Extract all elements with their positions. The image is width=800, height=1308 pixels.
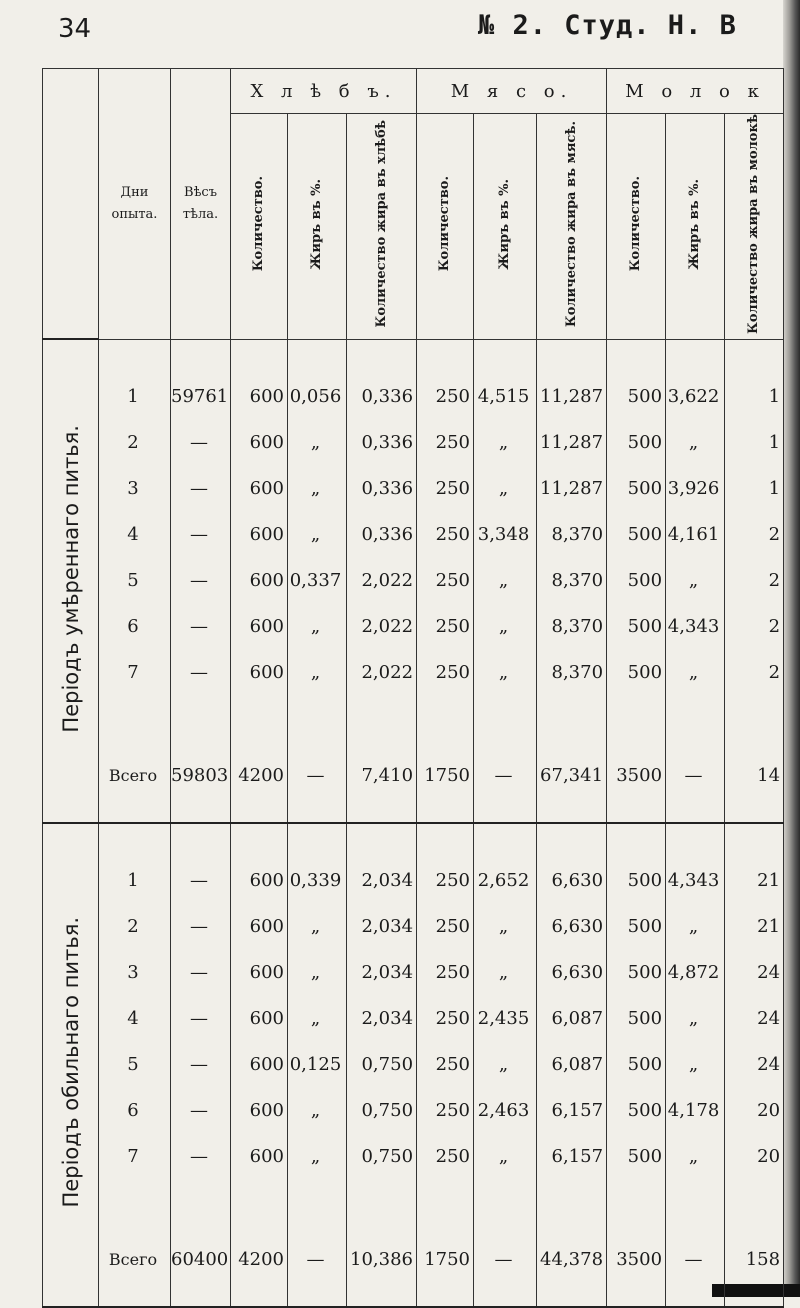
- total-bread-qty: 4200: [231, 730, 288, 823]
- spacer-cell: [288, 1180, 347, 1214]
- cell-bread-fat: 0,336: [347, 512, 417, 558]
- cell-milk-qty: 500: [607, 604, 666, 650]
- cell-bread-pct: „: [288, 996, 347, 1042]
- cell-meat-pct: 4,515: [474, 374, 537, 420]
- cell-weight: —: [171, 904, 231, 950]
- spacer-cell: [725, 1180, 784, 1214]
- cell-milk-pct: „: [666, 996, 725, 1042]
- spacer-cell: [725, 696, 784, 730]
- total-bread-qty: 4200: [231, 1214, 288, 1307]
- total-row: [43, 1214, 784, 1307]
- cell-bread-pct: 0,337: [288, 558, 347, 604]
- spacer-cell: [607, 823, 666, 858]
- cell-bread-fat: 2,022: [347, 604, 417, 650]
- cell-day: 1: [99, 374, 171, 420]
- spacer-cell: [99, 823, 171, 858]
- spacer-cell: [607, 696, 666, 730]
- cell-meat-pct: „: [474, 904, 537, 950]
- cell-meat-qty: 250: [417, 650, 474, 696]
- cell-bread-pct: 0,056: [288, 374, 347, 420]
- cell-meat-fat: 8,370: [537, 558, 607, 604]
- spacer-cell: [347, 1180, 417, 1214]
- total-bread-fat: 10,386: [347, 1214, 417, 1307]
- spacer-cell: [666, 339, 725, 374]
- table-row: [43, 1134, 784, 1180]
- cell-meat-fat: 6,087: [537, 1042, 607, 1088]
- cell-bread-pct: „: [288, 512, 347, 558]
- cell-meat-fat: 8,370: [537, 512, 607, 558]
- cell-weight: —: [171, 558, 231, 604]
- cell-day: 4: [99, 512, 171, 558]
- cell-milk-qty: 500: [607, 466, 666, 512]
- cell-meat-pct: „: [474, 950, 537, 996]
- cell-weight: —: [171, 512, 231, 558]
- spacer-cell: [288, 823, 347, 858]
- cell-meat-pct: 3,348: [474, 512, 537, 558]
- period-label: Періодъ умѣреннаго питья.: [58, 424, 83, 733]
- cell-day: 1: [99, 858, 171, 904]
- cell-bread-pct: 0,125: [288, 1042, 347, 1088]
- cell-milk-fat: 1: [725, 420, 784, 466]
- cell-day: 6: [99, 604, 171, 650]
- cell-meat-qty: 250: [417, 558, 474, 604]
- total-label: Всего: [99, 730, 171, 823]
- header-group-bread: Х л ѣ б ъ.: [231, 69, 417, 114]
- header-bread-pct: Жиръ въ %.: [288, 114, 347, 340]
- table-row: [43, 420, 784, 466]
- cell-milk-fat: 24: [725, 996, 784, 1042]
- cell-milk-fat: 2: [725, 650, 784, 696]
- cell-meat-fat: 6,087: [537, 996, 607, 1042]
- period-label: Періодъ обильнаго питья.: [58, 917, 83, 1208]
- cell-milk-qty: 500: [607, 1088, 666, 1134]
- page-number: 34: [58, 14, 92, 44]
- cell-meat-pct: 2,463: [474, 1088, 537, 1134]
- total-bread-fat: 7,410: [347, 730, 417, 823]
- cell-bread-fat: 2,022: [347, 650, 417, 696]
- total-milk-pct: —: [666, 730, 725, 823]
- spacer-cell: [171, 339, 231, 374]
- table-row: [43, 904, 784, 950]
- total-meat-pct: —: [474, 1214, 537, 1307]
- cell-meat-qty: 250: [417, 466, 474, 512]
- cell-bread-pct: „: [288, 904, 347, 950]
- cell-milk-pct: „: [666, 420, 725, 466]
- cell-meat-qty: 250: [417, 950, 474, 996]
- header-meat-pct: Жиръ въ %.: [474, 114, 537, 340]
- spacer-cell: [99, 339, 171, 374]
- header-milk-qty: Количество.: [607, 114, 666, 340]
- period-abundant: [43, 823, 784, 1307]
- cell-milk-fat: 1: [725, 466, 784, 512]
- cell-meat-fat: 6,630: [537, 858, 607, 904]
- spacer-cell: [474, 823, 537, 858]
- cell-meat-qty: 250: [417, 1088, 474, 1134]
- spacer-cell: [99, 696, 171, 730]
- cell-meat-qty: 250: [417, 858, 474, 904]
- spacer-cell: [537, 1180, 607, 1214]
- spacer-cell: [171, 823, 231, 858]
- cell-weight: —: [171, 420, 231, 466]
- cell-meat-fat: 8,370: [537, 650, 607, 696]
- cell-day: 3: [99, 950, 171, 996]
- spacer-cell: [417, 696, 474, 730]
- cell-meat-fat: 6,630: [537, 950, 607, 996]
- spacer-cell: [474, 696, 537, 730]
- total-row: [43, 730, 784, 823]
- total-milk-pct: —: [666, 1214, 725, 1307]
- total-weight: 60400: [171, 1214, 231, 1307]
- spacer-cell: [171, 1180, 231, 1214]
- cell-bread-fat: 0,750: [347, 1088, 417, 1134]
- spacer-cell: [347, 339, 417, 374]
- cell-bread-fat: 0,750: [347, 1134, 417, 1180]
- table-row: [43, 650, 784, 696]
- table-row: [43, 1042, 784, 1088]
- cell-bread-fat: 0,750: [347, 1042, 417, 1088]
- cell-weight: —: [171, 1042, 231, 1088]
- cell-meat-pct: 2,435: [474, 996, 537, 1042]
- cell-bread-fat: 0,336: [347, 466, 417, 512]
- cell-day: 5: [99, 1042, 171, 1088]
- cell-milk-pct: 4,872: [666, 950, 725, 996]
- spacer-cell: [725, 823, 784, 858]
- cell-bread-pct: „: [288, 650, 347, 696]
- header-milk-pct: Жиръ въ %.: [666, 114, 725, 340]
- cell-bread-qty: 600: [231, 650, 288, 696]
- table-row: [43, 466, 784, 512]
- spacer-cell: [171, 696, 231, 730]
- cell-milk-qty: 500: [607, 1134, 666, 1180]
- total-bread-pct: —: [288, 730, 347, 823]
- cell-milk-pct: „: [666, 1042, 725, 1088]
- total-meat-fat: 67,341: [537, 730, 607, 823]
- cell-bread-pct: „: [288, 1088, 347, 1134]
- fat-intake-table: [42, 68, 784, 1308]
- table-row: [43, 512, 784, 558]
- cell-bread-pct: 0,339: [288, 858, 347, 904]
- table-row: [43, 996, 784, 1042]
- table-row: [43, 374, 784, 420]
- spacer-cell: [417, 339, 474, 374]
- cell-meat-qty: 250: [417, 420, 474, 466]
- cell-meat-fat: 6,157: [537, 1088, 607, 1134]
- cell-bread-qty: 600: [231, 996, 288, 1042]
- cell-milk-fat: 24: [725, 1042, 784, 1088]
- spacer-cell: [666, 696, 725, 730]
- cell-milk-qty: 500: [607, 374, 666, 420]
- spacer-cell: [288, 339, 347, 374]
- cell-day: 2: [99, 904, 171, 950]
- spacer-cell: [417, 1180, 474, 1214]
- cell-weight: —: [171, 604, 231, 650]
- cell-bread-pct: „: [288, 950, 347, 996]
- cell-milk-qty: 500: [607, 512, 666, 558]
- cell-bread-fat: 2,034: [347, 996, 417, 1042]
- cell-meat-pct: „: [474, 558, 537, 604]
- cell-milk-fat: 2: [725, 558, 784, 604]
- cell-meat-pct: „: [474, 1042, 537, 1088]
- total-weight: 59803: [171, 730, 231, 823]
- header-day: Дни опыта.: [99, 69, 171, 340]
- cell-milk-fat: 20: [725, 1088, 784, 1134]
- spacer-cell: [607, 1180, 666, 1214]
- cell-milk-qty: 500: [607, 858, 666, 904]
- cell-day: 6: [99, 1088, 171, 1134]
- spacer-cell: [417, 823, 474, 858]
- total-milk-fat: 14: [725, 730, 784, 823]
- table-row: [43, 604, 784, 650]
- header-bread-fat: Количество жира въ хлѣбѣ: [347, 114, 417, 340]
- spacer-cell: [288, 696, 347, 730]
- total-meat-fat: 44,378: [537, 1214, 607, 1307]
- cell-day: 7: [99, 1134, 171, 1180]
- spacer-cell: [666, 823, 725, 858]
- header-group-milk: М о л о к: [607, 69, 784, 114]
- cell-weight: —: [171, 1134, 231, 1180]
- cell-day: 3: [99, 466, 171, 512]
- table-row: [43, 858, 784, 904]
- spacer-cell: [231, 696, 288, 730]
- cell-bread-pct: „: [288, 420, 347, 466]
- spacer-cell: [607, 339, 666, 374]
- cell-milk-pct: 4,343: [666, 858, 725, 904]
- cell-milk-qty: 500: [607, 950, 666, 996]
- cell-milk-fat: 21: [725, 904, 784, 950]
- cell-meat-fat: 6,157: [537, 1134, 607, 1180]
- cell-milk-fat: 2: [725, 604, 784, 650]
- cell-bread-qty: 600: [231, 466, 288, 512]
- header-milk-fat: Количество жира въ молокѣ: [725, 114, 784, 340]
- spacer-cell: [99, 1180, 171, 1214]
- cell-milk-qty: 500: [607, 558, 666, 604]
- cell-milk-pct: 4,178: [666, 1088, 725, 1134]
- cell-meat-qty: 250: [417, 1042, 474, 1088]
- cell-milk-pct: „: [666, 1134, 725, 1180]
- spacer-cell: [725, 339, 784, 374]
- cell-milk-pct: 4,161: [666, 512, 725, 558]
- spacer-cell: [666, 1180, 725, 1214]
- cell-weight: —: [171, 466, 231, 512]
- cell-meat-fat: 8,370: [537, 604, 607, 650]
- table-row: [43, 558, 784, 604]
- cell-meat-fat: 11,287: [537, 466, 607, 512]
- cell-bread-qty: 600: [231, 858, 288, 904]
- spacer-cell: [231, 823, 288, 858]
- cell-milk-qty: 500: [607, 420, 666, 466]
- header-corner: [43, 69, 99, 340]
- total-milk-qty: 3500: [607, 1214, 666, 1307]
- cell-bread-pct: „: [288, 466, 347, 512]
- cell-milk-fat: 24: [725, 950, 784, 996]
- cell-bread-fat: 0,336: [347, 420, 417, 466]
- spacer-cell: [537, 339, 607, 374]
- header-meat-fat: Количество жира въ мясѣ.: [537, 114, 607, 340]
- cell-milk-fat: 21: [725, 858, 784, 904]
- cell-bread-qty: 600: [231, 950, 288, 996]
- cell-weight: —: [171, 858, 231, 904]
- cell-milk-pct: 3,622: [666, 374, 725, 420]
- spacer-cell: [537, 823, 607, 858]
- cell-milk-pct: 4,343: [666, 604, 725, 650]
- cell-day: 4: [99, 996, 171, 1042]
- spacer-cell: [474, 339, 537, 374]
- cell-milk-qty: 500: [607, 904, 666, 950]
- cell-meat-qty: 250: [417, 604, 474, 650]
- cell-day: 2: [99, 420, 171, 466]
- cell-milk-pct: 3,926: [666, 466, 725, 512]
- cell-bread-qty: 600: [231, 374, 288, 420]
- cell-milk-qty: 500: [607, 1042, 666, 1088]
- header-meat-qty: Количество.: [417, 114, 474, 340]
- running-head: № 2. Студ. Н. В: [478, 10, 737, 41]
- cell-bread-fat: 2,034: [347, 858, 417, 904]
- period-label-cell: [43, 339, 99, 823]
- table-row: [43, 1088, 784, 1134]
- cell-meat-fat: 6,630: [537, 904, 607, 950]
- total-meat-qty: 1750: [417, 1214, 474, 1307]
- cell-milk-qty: 500: [607, 996, 666, 1042]
- cell-bread-fat: 2,022: [347, 558, 417, 604]
- cell-meat-qty: 250: [417, 996, 474, 1042]
- header-bread-qty: Количество.: [231, 114, 288, 340]
- cell-meat-pct: „: [474, 1134, 537, 1180]
- cell-meat-qty: 250: [417, 1134, 474, 1180]
- cell-milk-pct: „: [666, 650, 725, 696]
- cell-bread-qty: 600: [231, 604, 288, 650]
- total-meat-qty: 1750: [417, 730, 474, 823]
- cell-bread-fat: 0,336: [347, 374, 417, 420]
- period-label-cell: [43, 823, 99, 1307]
- total-label: Всего: [99, 1214, 171, 1307]
- spacer-cell: [474, 1180, 537, 1214]
- cell-meat-pct: 2,652: [474, 858, 537, 904]
- cell-bread-fat: 2,034: [347, 950, 417, 996]
- total-meat-pct: —: [474, 730, 537, 823]
- spacer-cell: [347, 823, 417, 858]
- cell-milk-qty: 500: [607, 650, 666, 696]
- cell-meat-qty: 250: [417, 904, 474, 950]
- cell-bread-fat: 2,034: [347, 904, 417, 950]
- cell-meat-qty: 250: [417, 374, 474, 420]
- spacer-cell: [537, 696, 607, 730]
- spacer-cell: [347, 696, 417, 730]
- cell-bread-pct: „: [288, 1134, 347, 1180]
- cell-bread-qty: 600: [231, 420, 288, 466]
- cell-day: 5: [99, 558, 171, 604]
- cell-day: 7: [99, 650, 171, 696]
- period-moderate: [43, 339, 784, 823]
- cell-weight: —: [171, 650, 231, 696]
- cell-milk-pct: „: [666, 558, 725, 604]
- header-group-meat: М я с о.: [417, 69, 607, 114]
- spacer-cell: [231, 339, 288, 374]
- cell-bread-qty: 600: [231, 558, 288, 604]
- cell-bread-qty: 600: [231, 904, 288, 950]
- spacer-cell: [231, 1180, 288, 1214]
- total-bread-pct: —: [288, 1214, 347, 1307]
- total-milk-fat: 158: [725, 1214, 784, 1307]
- cell-milk-pct: „: [666, 904, 725, 950]
- page-edge-shadow: [783, 0, 800, 1297]
- cell-meat-pct: „: [474, 604, 537, 650]
- cell-milk-fat: 1: [725, 374, 784, 420]
- cell-bread-qty: 600: [231, 1134, 288, 1180]
- cell-milk-fat: 20: [725, 1134, 784, 1180]
- cell-meat-pct: „: [474, 420, 537, 466]
- cell-weight: 59761: [171, 374, 231, 420]
- cell-weight: —: [171, 950, 231, 996]
- cell-bread-qty: 600: [231, 512, 288, 558]
- total-milk-qty: 3500: [607, 730, 666, 823]
- cell-meat-qty: 250: [417, 512, 474, 558]
- cell-weight: —: [171, 996, 231, 1042]
- table-row: [43, 950, 784, 996]
- cell-milk-fat: 2: [725, 512, 784, 558]
- cell-bread-pct: „: [288, 604, 347, 650]
- cell-bread-qty: 600: [231, 1088, 288, 1134]
- cell-meat-pct: „: [474, 650, 537, 696]
- cell-meat-pct: „: [474, 466, 537, 512]
- header-weight: Вѣсъ тѣла.: [171, 69, 231, 340]
- cell-meat-fat: 11,287: [537, 374, 607, 420]
- cell-meat-fat: 11,287: [537, 420, 607, 466]
- cell-weight: —: [171, 1088, 231, 1134]
- cell-bread-qty: 600: [231, 1042, 288, 1088]
